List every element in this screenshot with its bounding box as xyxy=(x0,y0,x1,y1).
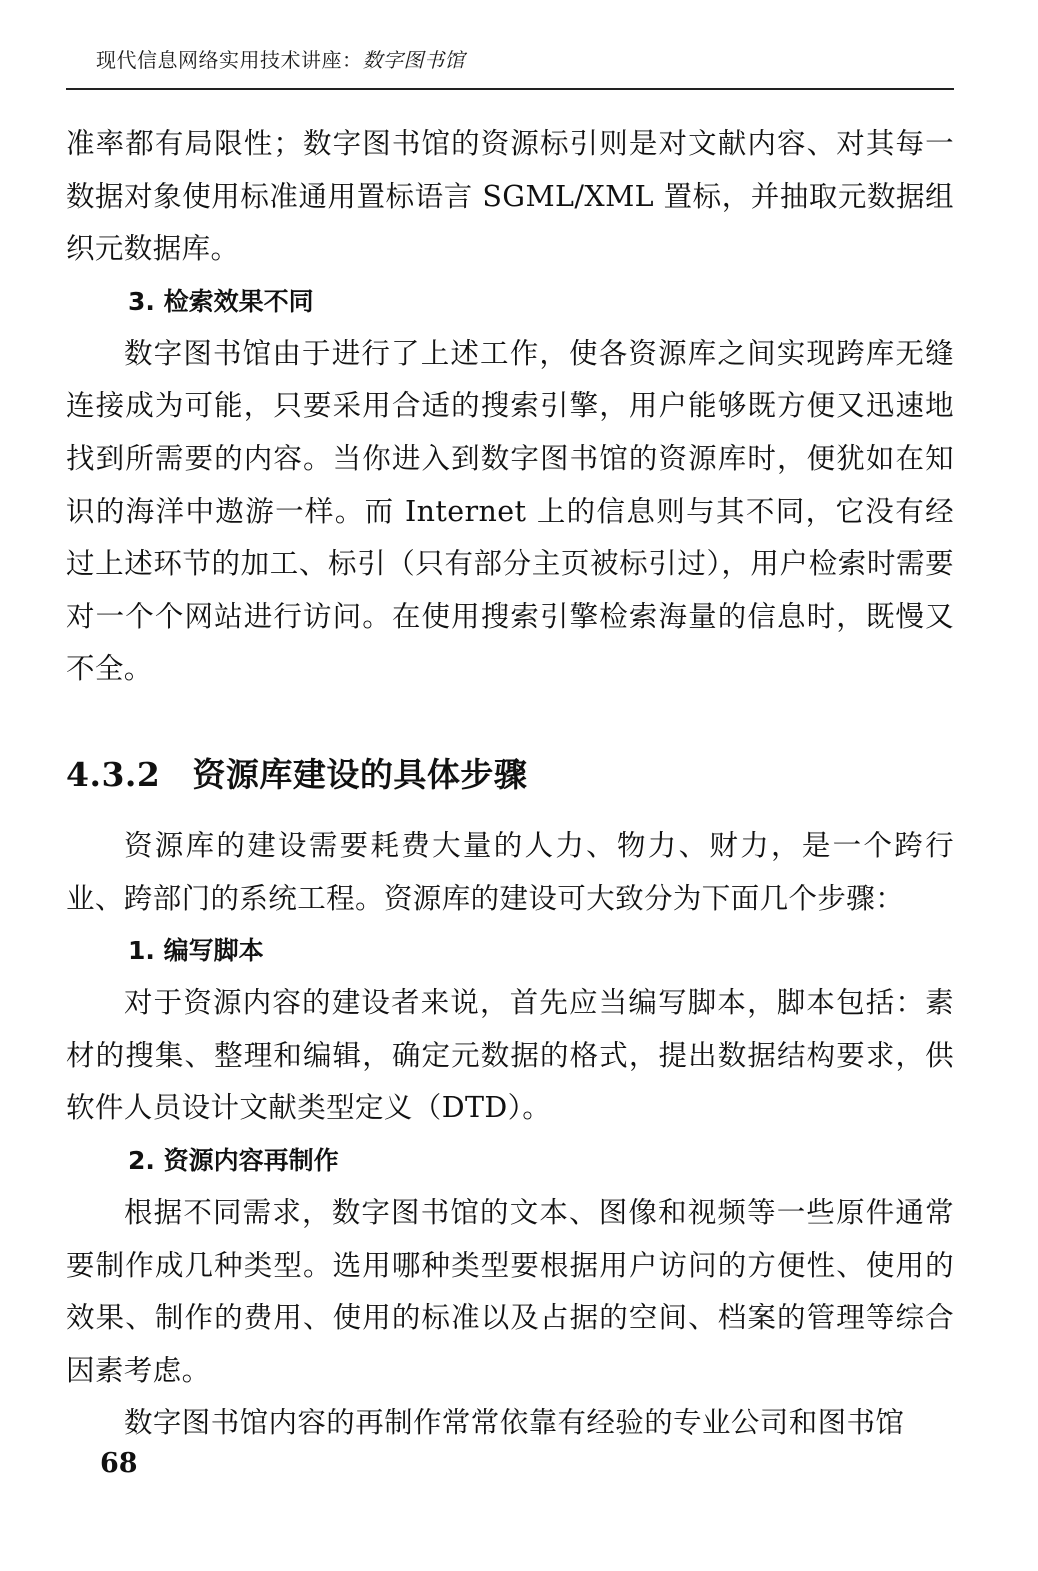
running-header xyxy=(96,44,465,73)
header-rule xyxy=(66,88,954,90)
section-number: 4.3.2 xyxy=(66,754,161,794)
paragraph-search-effect: 数字图书馆由于进行了上述工作，使各资源库之间实现跨库无缝连接成为可能，只要采用合适的搜索引擎，用户能够既方便又迅速地找到所需要的内容。当你进入到数字图书馆的资源库时，便犹如在知识的海洋中遨游一样。而 Internet 上的信息则与其不同，它没有经过上述环节的加工、标引（只有部分主页被标引过），用户检索时需要对一个个网站进行访问。在使用搜索引擎检索海量的信息时，既慢又不全。 xyxy=(66,336,954,686)
page-number: 68 xyxy=(100,1448,138,1479)
paragraph-section-intro: 资源库的建设需要耗费大量的人力、物力、财力，是一个跨行业、跨部门的系统工程。资源库的建设可大致分为下面几个步骤： xyxy=(66,828,954,915)
paragraph-reproduction-continued: 数字图书馆内容的再制作常常依靠有经验的专业公司和图书馆 xyxy=(124,1406,905,1440)
paragraph-write-script: 对于资源内容的建设者来说，首先应当编写脚本，脚本包括：素材的搜集、整理和编辑，确定元数据的格式，提出数据结构要求，供软件人员设计文献类型定义（DTD）。 xyxy=(66,986,954,1125)
header-title: 现代信息网络实用技术讲座： xyxy=(96,48,363,72)
paragraph-content-reproduction: 根据不同需求，数字图书馆的文本、图像和视频等一些原件通常要制作成几种类型。选用哪种类型要根据用户访问的方便性、使用的效果、制作的费用、使用的标准以及占据的空间、档案的管理等综合因素考虑。 xyxy=(66,1195,954,1387)
subheading-content-reproduction: 2. 资源内容再制作 xyxy=(128,1145,339,1175)
section-title: 资源库建设的具体步骤 xyxy=(192,754,528,794)
section-heading xyxy=(66,752,954,798)
paragraph-continuation: 准率都有局限性；数字图书馆的资源标引则是对文献内容、对其每一数据对象使用标准通用置标语言 SGML/XML 置标，并抽取元数据组织元数据库。 xyxy=(66,127,954,266)
subheading-search-effect: 3. 检索效果不同 xyxy=(128,286,314,316)
subheading-write-script: 1. 编写脚本 xyxy=(128,936,264,966)
header-subtitle: 数字图书馆 xyxy=(362,48,465,72)
page-body xyxy=(66,118,954,1450)
